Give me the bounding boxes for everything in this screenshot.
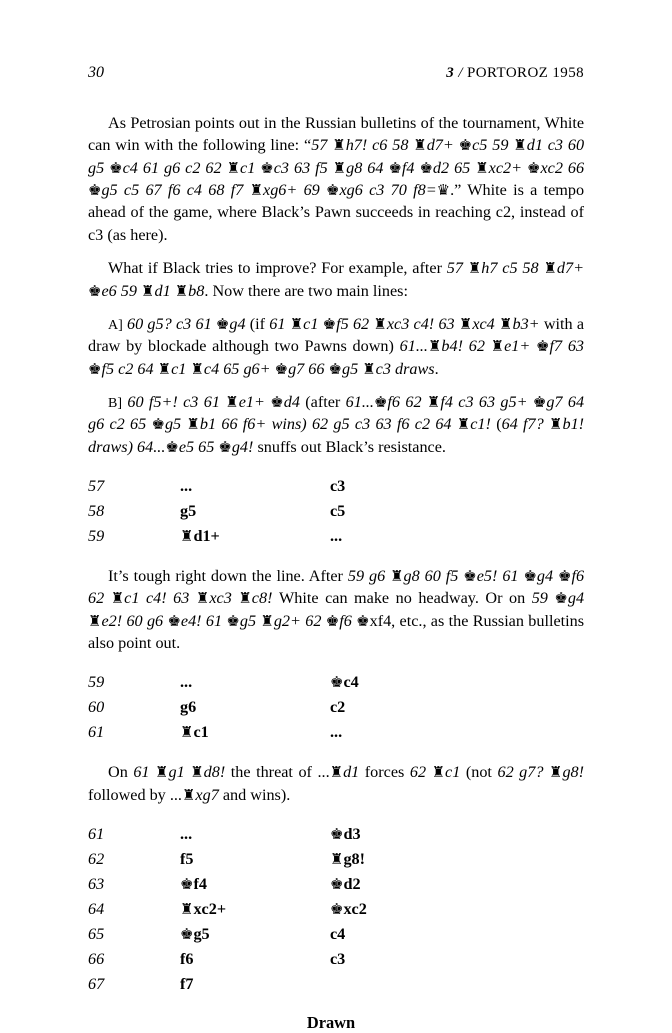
chess-rook-icon: ♜ xyxy=(190,763,204,782)
chess-king-icon: ♚ xyxy=(260,158,274,177)
move-row xyxy=(88,872,584,897)
para-petrosian: As Petrosian points out in the Russian bulletins of the tournament, White can win with the following line: “57 ♜h7! c6 58 ♜d7+ ♚c5 59 ♜d1 c3 60 g5 ♚c4 61 g6 c2 62 ♜c1 ♚c3 63 f5 ♜g8 64 ♚f4 ♚d2 65 ♜xc2+ ♚xc2 66 ♚g5 c5 67 f6 c4 68 f7 ♜xg6+ 69 ♚xg6 c3 70 f8=♛.” White is a tempo ahead of the game, where Black’s Pawn succeeds in reaching c2, instead of c3 (as here). xyxy=(88,114,585,244)
chess-rook-icon: ♜ xyxy=(332,136,346,155)
chess-rook-icon: ♜ xyxy=(226,158,241,177)
move-number: 66 xyxy=(88,950,105,969)
chess-king-icon: ♚ xyxy=(463,567,477,586)
white-move: f6 xyxy=(180,950,194,969)
para-variation-b: B] 60 f5+! c3 61 ♜e1+ ♚d4 (after 61...♚f6 62 ♜f4 c3 63 g5+ ♚g7 64 g6 c2 65 ♚g5 ♜b1 66 f6+ wins) 62 g5 c3 63 f6 c2 64 ♜c1! (64 f7? ♜b1! draws) 64...♚e5 65 ♚g4! snuffs out Black’s resistance. xyxy=(88,392,585,456)
move-number: 57 xyxy=(88,477,105,496)
black-move: ♜g8! xyxy=(330,850,366,869)
chess-king-icon: ♚ xyxy=(330,673,344,692)
move-row xyxy=(88,822,584,847)
white-move: f5 xyxy=(180,850,194,869)
chess-rook-icon: ♜ xyxy=(475,158,489,177)
white-move: ♜d1+ xyxy=(180,527,220,546)
white-move: ♚f4 xyxy=(180,875,207,894)
move-number: 59 xyxy=(88,527,105,546)
chess-rook-icon: ♜ xyxy=(549,415,563,434)
move-row xyxy=(88,695,584,720)
chess-king-icon: ♚ xyxy=(527,158,541,177)
chess-king-icon: ♚ xyxy=(218,437,232,456)
chess-king-icon: ♚ xyxy=(388,158,402,177)
move-number: 62 xyxy=(88,850,105,869)
chess-rook-icon: ♜ xyxy=(157,359,172,378)
chess-rook-icon: ♜ xyxy=(181,785,196,804)
game-result: Drawn xyxy=(306,1013,356,1033)
white-move: ... xyxy=(180,825,193,844)
chess-rook-icon: ♜ xyxy=(390,567,404,586)
chess-rook-icon: ♜ xyxy=(110,589,125,608)
white-move: f7 xyxy=(180,975,194,994)
white-move: ♚g5 xyxy=(180,925,210,944)
chess-rook-icon: ♜ xyxy=(249,181,264,200)
chess-rook-icon: ♜ xyxy=(549,763,563,782)
chess-king-icon: ♚ xyxy=(270,392,284,411)
chess-king-icon: ♚ xyxy=(215,314,230,333)
page-header xyxy=(88,64,584,82)
move-number: 61 xyxy=(88,825,105,844)
white-move: ... xyxy=(180,477,193,496)
chess-rook-icon: ♜ xyxy=(543,259,557,278)
chess-king-icon: ♚ xyxy=(558,567,572,586)
chess-rook-icon: ♜ xyxy=(413,136,427,155)
page-number: 30 xyxy=(88,64,104,81)
move-row xyxy=(88,670,584,695)
chess-rook-icon: ♜ xyxy=(332,158,347,177)
chess-rook-icon: ♜ xyxy=(141,281,155,300)
chess-king-icon: ♚ xyxy=(536,337,550,356)
chapter-number: 3 xyxy=(446,65,455,81)
chess-rook-icon: ♜ xyxy=(513,136,527,155)
chess-rook-icon: ♜ xyxy=(362,359,376,378)
move-number: 58 xyxy=(88,502,105,521)
move-number: 67 xyxy=(88,975,105,994)
black-move: ♚xc2 xyxy=(330,900,367,919)
black-move: c3 xyxy=(330,477,346,496)
move-row xyxy=(88,720,584,745)
chess-rook-icon: ♜ xyxy=(467,259,482,278)
chess-rook-icon: ♜ xyxy=(225,392,239,411)
chess-king-icon: ♚ xyxy=(532,392,547,411)
chess-rook-icon: ♜ xyxy=(180,527,194,546)
chess-rook-icon: ♜ xyxy=(180,900,194,919)
chess-rook-icon: ♜ xyxy=(195,589,210,608)
move-row xyxy=(88,947,584,972)
black-move: ♚c4 xyxy=(330,673,359,692)
chess-rook-icon: ♜ xyxy=(186,415,200,434)
chess-rook-icon: ♜ xyxy=(190,359,204,378)
chess-king-icon: ♚ xyxy=(330,900,344,919)
running-title: PORTOROZ 1958 xyxy=(467,65,584,81)
running-head xyxy=(446,65,584,82)
move-number: 59 xyxy=(88,673,105,692)
chess-king-icon: ♚ xyxy=(88,359,102,378)
chess-king-icon: ♚ xyxy=(330,825,344,844)
white-move: ... xyxy=(180,673,193,692)
variation-label: B] xyxy=(108,395,122,411)
chess-king-icon: ♚ xyxy=(356,611,370,630)
chess-rook-icon: ♜ xyxy=(289,314,304,333)
chess-rook-icon: ♜ xyxy=(499,314,513,333)
white-move: g6 xyxy=(180,698,197,717)
chess-king-icon: ♚ xyxy=(180,925,194,944)
chess-rook-icon: ♜ xyxy=(260,611,274,630)
chess-rook-icon: ♜ xyxy=(373,314,387,333)
move-row xyxy=(88,922,584,947)
black-move: ... xyxy=(330,527,343,546)
para-on-61: On 61 ♜g1 ♜d8! the threat of ...♜d1 forces 62 ♜c1 (not 62 g7? ♜g8! followed by ...♜xg7 and wins). xyxy=(88,763,585,804)
chess-rook-icon: ♜ xyxy=(180,723,194,742)
chess-king-icon: ♚ xyxy=(330,875,344,894)
chess-king-icon: ♚ xyxy=(322,314,337,333)
move-row xyxy=(88,499,584,524)
chess-rook-icon: ♜ xyxy=(456,415,471,434)
black-move: c5 xyxy=(330,502,346,521)
chess-king-icon: ♚ xyxy=(88,281,102,300)
chess-rook-icon: ♜ xyxy=(427,337,442,356)
chess-king-icon: ♚ xyxy=(226,611,240,630)
chess-king-icon: ♚ xyxy=(328,359,342,378)
move-number: 61 xyxy=(88,723,105,742)
chess-queen-icon: ♛ xyxy=(436,181,451,200)
chess-rook-icon: ♜ xyxy=(174,281,189,300)
chess-rook-icon: ♜ xyxy=(329,763,344,782)
chess-king-icon: ♚ xyxy=(274,359,289,378)
move-row xyxy=(88,847,584,872)
chess-rook-icon: ♜ xyxy=(330,850,344,869)
chess-rook-icon: ♜ xyxy=(490,337,505,356)
chess-king-icon: ♚ xyxy=(458,136,473,155)
chess-rook-icon: ♜ xyxy=(458,314,473,333)
move-number: 65 xyxy=(88,925,105,944)
chess-rook-icon: ♜ xyxy=(238,589,252,608)
move-row xyxy=(88,897,584,922)
chess-king-icon: ♚ xyxy=(554,589,568,608)
para-variation-a: A] 60 g5? c3 61 ♚g4 (if 61 ♜c1 ♚f5 62 ♜xc3 c4! 63 ♜xc4 ♜b3+ with a draw by blockade although two Pawns down) 61...♜b4! 62 ♜e1+ ♚f7 63 ♚f5 c2 64 ♜c1 ♜c4 65 g6+ ♚g7 66 ♚g5 ♜c3 draws. xyxy=(88,314,585,378)
move-number: 63 xyxy=(88,875,105,894)
para-tough-line: It’s tough right down the line. After 59 g6 ♜g8 60 f5 ♚e5! 61 ♚g4 ♚f6 62 ♜c1 c4! 63 ♜xc3 ♜c8! White can make no headway. Or on 59 ♚g4 ♜e2! 60 g6 ♚e4! 61 ♚g5 ♜g2+ 62 ♚f6 ♚xf4, etc., as the Russian bulletins also point out. xyxy=(88,567,585,653)
chess-king-icon: ♚ xyxy=(373,392,388,411)
black-move: ♚d3 xyxy=(330,825,361,844)
variation-label: A] xyxy=(108,317,123,333)
white-move: g5 xyxy=(180,502,197,521)
page-content xyxy=(88,112,584,1033)
chess-king-icon: ♚ xyxy=(151,415,165,434)
chess-king-icon: ♚ xyxy=(88,181,102,200)
chess-king-icon: ♚ xyxy=(109,158,123,177)
chess-king-icon: ♚ xyxy=(165,437,179,456)
chess-king-icon: ♚ xyxy=(167,611,181,630)
move-row xyxy=(88,972,584,997)
black-move: ... xyxy=(330,723,343,742)
move-number: 64 xyxy=(88,900,105,919)
chess-rook-icon: ♜ xyxy=(155,763,169,782)
move-table-3 xyxy=(88,822,584,997)
move-table-1 xyxy=(88,474,584,549)
chess-king-icon: ♚ xyxy=(326,181,340,200)
black-move: ♚d2 xyxy=(330,875,361,894)
para-improve: What if Black tries to improve? For example, after 57 ♜h7 c5 58 ♜d7+ ♚e6 59 ♜d1 ♜b8. Now there are two main lines: xyxy=(88,259,585,300)
white-move: ♜c1 xyxy=(180,723,209,742)
black-move xyxy=(330,972,584,997)
move-row xyxy=(88,524,584,549)
chess-king-icon: ♚ xyxy=(419,158,433,177)
chess-rook-icon: ♜ xyxy=(88,611,102,630)
move-row xyxy=(88,474,584,499)
header-separator: / xyxy=(458,65,463,81)
chess-rook-icon: ♜ xyxy=(426,392,441,411)
chess-king-icon: ♚ xyxy=(180,875,194,894)
black-move: c3 xyxy=(330,950,346,969)
chess-rook-icon: ♜ xyxy=(431,763,446,782)
move-table-2 xyxy=(88,670,584,745)
black-move: c2 xyxy=(330,698,346,717)
chess-king-icon: ♚ xyxy=(523,567,537,586)
white-move: ♜xc2+ xyxy=(180,900,227,919)
move-number: 60 xyxy=(88,698,105,717)
chess-king-icon: ♚ xyxy=(325,611,340,630)
black-move: c4 xyxy=(330,925,346,944)
